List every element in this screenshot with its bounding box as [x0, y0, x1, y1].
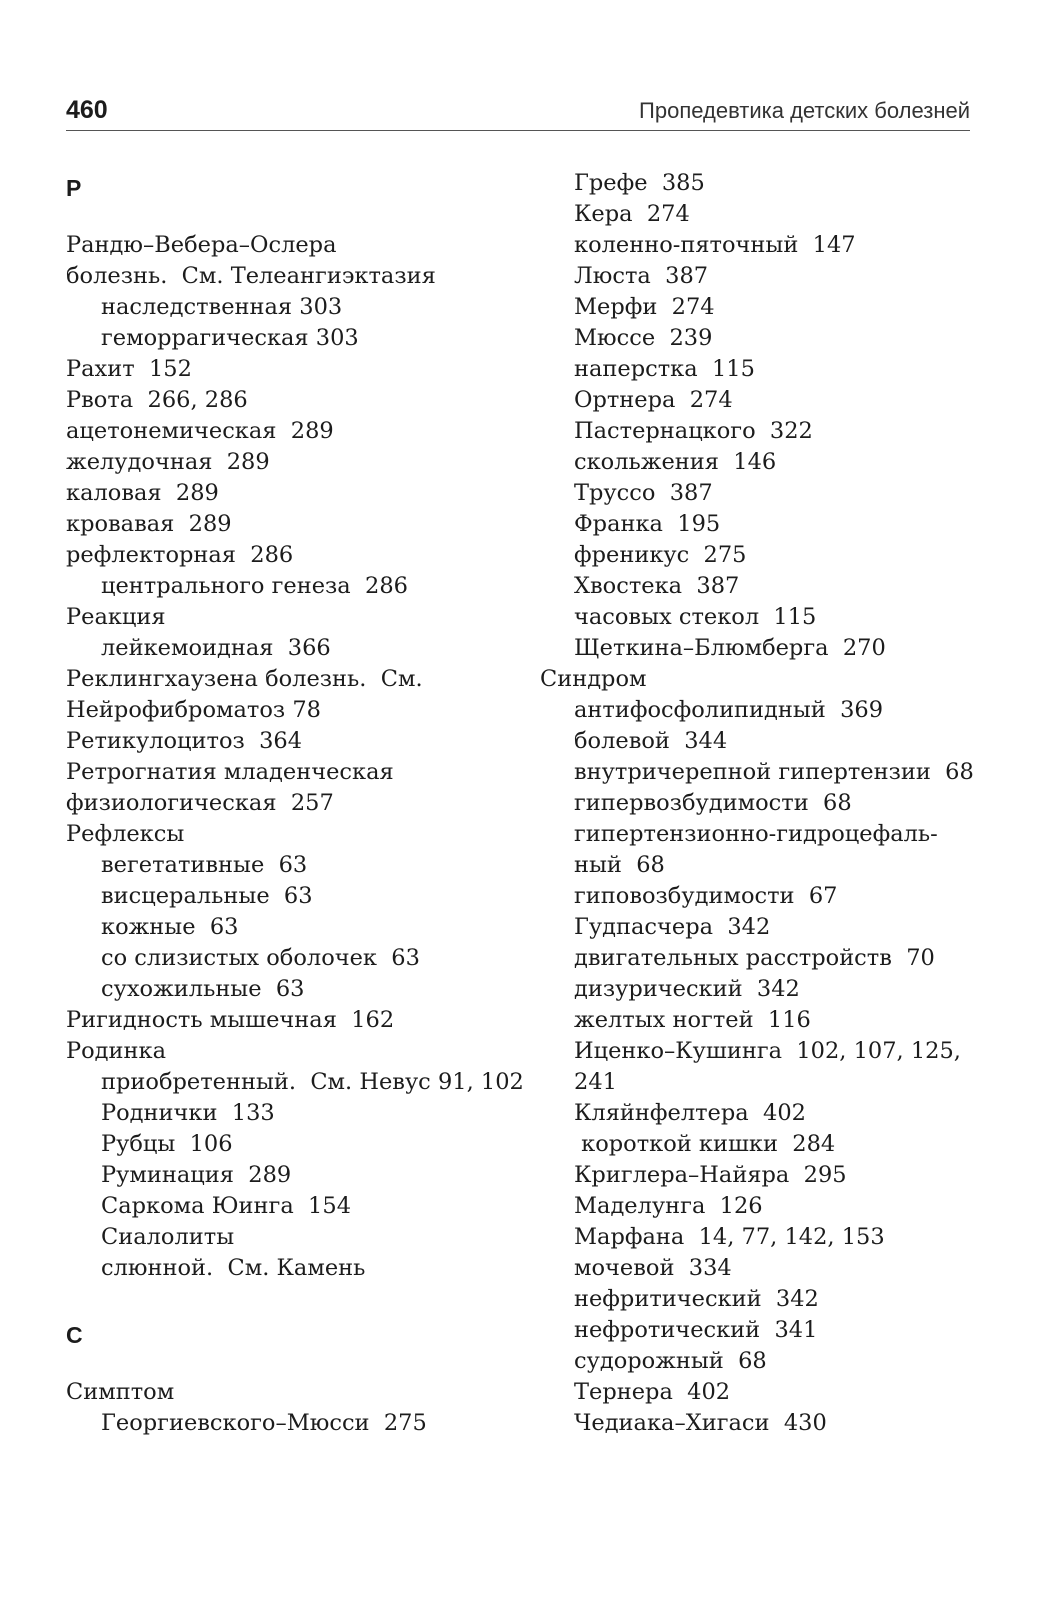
index-entry: физиологическая 257	[66, 790, 334, 816]
index-subentry: двигательных расстройств 70	[574, 945, 935, 971]
index-column-right	[540, 168, 1010, 1439]
index-entry: Рандю–Вебера–Ослера	[66, 232, 337, 258]
page-number: 460	[66, 96, 108, 124]
section-letter-s: С	[66, 1322, 83, 1348]
index-subentry: гипертензионно-гидроцефаль-	[574, 821, 938, 847]
index-subentry: Люста 387	[574, 263, 709, 289]
index-subentry: Чедиака–Хигаси 430	[574, 1410, 827, 1436]
index-subentry: коленно-пяточный 147	[574, 232, 856, 258]
index-subentry: слюнной. См. Камень	[101, 1255, 366, 1281]
entries-p	[66, 230, 536, 1284]
index-entry: ацетонемическая 289	[66, 418, 334, 444]
index-subentry: Саркома Юинга 154	[101, 1193, 352, 1219]
index-subentry: мочевой 334	[574, 1255, 732, 1281]
index-subentry: Франка 195	[574, 511, 721, 537]
index-entry: желудочная 289	[66, 449, 270, 475]
index-entry: Ретикулоцитоз 364	[66, 728, 303, 754]
index-entry: рефлекторная 286	[66, 542, 294, 568]
index-subentry: Иценко–Кушинга 102, 107, 125,	[574, 1038, 961, 1064]
index-subentry: висцеральные 63	[101, 883, 313, 909]
entries-s	[66, 1377, 536, 1439]
index-subentry: болевой 344	[574, 728, 728, 754]
index-subentry: 241	[574, 1069, 617, 1095]
index-entry: Симптом	[66, 1379, 175, 1405]
index-subentry: приобретенный. См. Невус 91, 102	[101, 1069, 524, 1095]
index-subentry: Труссо 387	[574, 480, 713, 506]
index-subentry: геморрагическая 303	[101, 325, 359, 351]
index-subentry: Роднички 133	[101, 1100, 275, 1126]
index-subentry: Пастернацкого 322	[574, 418, 813, 444]
index-subentry: Гудпасчера 342	[574, 914, 771, 940]
index-subentry: френикус 275	[574, 542, 747, 568]
index-entry: Рефлексы	[66, 821, 185, 847]
index-subentry: Мюссе 239	[574, 325, 713, 351]
index-entry: Нейрофиброматоз 78	[66, 697, 321, 723]
index-entry: Родинка	[66, 1038, 167, 1064]
index-subentry: дизурический 342	[574, 976, 800, 1002]
index-subentry: Мерфи 274	[574, 294, 715, 320]
index-subentry: вегетативные 63	[101, 852, 308, 878]
index-subentry: сухожильные 63	[101, 976, 305, 1002]
index-subentry: ный 68	[574, 852, 665, 878]
index-subentry: желтых ногтей 116	[574, 1007, 811, 1033]
index-subentry: Тернера 402	[574, 1379, 731, 1405]
index-subentry: Сиалолиты	[101, 1224, 235, 1250]
index-subentry: Кляйнфелтера 402	[574, 1100, 806, 1126]
index-subentry: Грефе 385	[574, 170, 705, 196]
section-gap	[66, 1284, 536, 1315]
index-subentry: часовых стекол 115	[574, 604, 817, 630]
index-subentry: нефритический 342	[574, 1286, 819, 1312]
index-subentry: Марфана 14, 77, 142, 153	[574, 1224, 885, 1250]
index-entry: Реакция	[66, 604, 166, 630]
index-subentry: Маделунга 126	[574, 1193, 763, 1219]
index-subentry: лейкемоидная 366	[101, 635, 331, 661]
index-subentry: Криглера–Найяра 295	[574, 1162, 847, 1188]
index-entry: Рахит 152	[66, 356, 192, 382]
section-letter-p: Р	[66, 175, 82, 201]
index-entry: Синдром	[540, 666, 647, 692]
index-subentry: Кера 274	[574, 201, 690, 227]
index-subentry: скольжения 146	[574, 449, 777, 475]
index-entry: Реклингхаузена болезнь. См.	[66, 666, 423, 692]
index-subentry: кожные 63	[101, 914, 239, 940]
page-header	[66, 92, 970, 134]
index-subentry: судорожный 68	[574, 1348, 767, 1374]
header-rule	[66, 130, 970, 131]
index-entry: Ригидность мышечная 162	[66, 1007, 395, 1033]
index-entry: Рвота 266, 286	[66, 387, 248, 413]
index-subentry: короткой кишки 284	[574, 1131, 836, 1157]
index-subentry: антифосфолипидный 369	[574, 697, 884, 723]
entries-right	[540, 168, 1010, 1439]
index-column-left	[66, 168, 536, 1439]
index-subentry: внутричерепной гипертензии 68	[574, 759, 974, 785]
index-subentry: центрального генеза 286	[101, 573, 408, 599]
index-entry: болезнь. См. Телеангиэктазия	[66, 263, 436, 289]
index-subentry: Руминация 289	[101, 1162, 292, 1188]
index-subentry: Рубцы 106	[101, 1131, 233, 1157]
index-subentry: гипервозбудимости 68	[574, 790, 852, 816]
index-subentry: наследственная 303	[101, 294, 343, 320]
index-subentry: Щеткина–Блюмберга 270	[574, 635, 886, 661]
index-subentry: Георгиевского–Мюсси 275	[101, 1410, 427, 1436]
running-title: Пропедевтика детских болезней	[639, 98, 970, 123]
index-subentry: наперстка 115	[574, 356, 755, 382]
index-subentry: нефротический 341	[574, 1317, 818, 1343]
index-entry: Ретрогнатия младенческая	[66, 759, 394, 785]
index-subentry: Ортнера 274	[574, 387, 733, 413]
index-entry: кровавая 289	[66, 511, 232, 537]
index-entry: каловая 289	[66, 480, 219, 506]
index-subentry: Хвостека 387	[574, 573, 740, 599]
index-subentry: гиповозбудимости 67	[574, 883, 838, 909]
index-subentry: со слизистых оболочек 63	[101, 945, 420, 971]
